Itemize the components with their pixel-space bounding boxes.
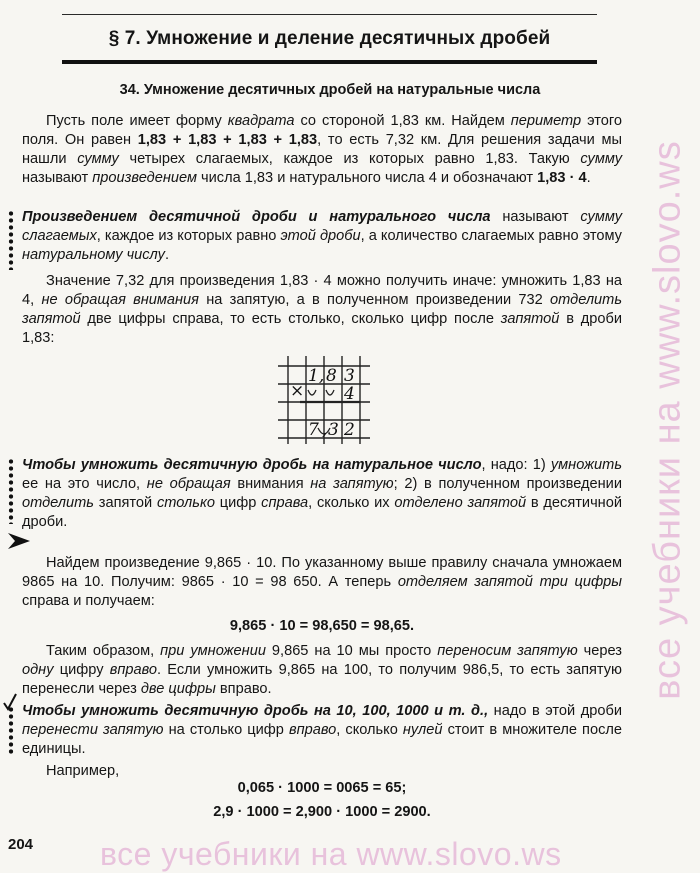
paragraph-intro (22, 112, 622, 188)
text-run: вправо (288, 722, 337, 738)
text-run: периметр (510, 113, 582, 129)
text-run: цифр (214, 495, 262, 511)
grid-times-sign: × (290, 381, 305, 401)
grid-factor-digit: 3 (344, 366, 355, 386)
text-run: называют (22, 170, 93, 186)
text-run: отделяем запятой три цифры (397, 574, 622, 590)
text-run: внимания (230, 476, 311, 492)
definition-block (22, 208, 622, 265)
text-run: , а количество слагаемых равно этому (360, 228, 622, 244)
text-run: натуральному числу (22, 247, 165, 263)
text-run: ее на это число, (22, 476, 147, 492)
text-run: при умножении (160, 643, 266, 659)
text-run: Найдем произведение 9,865 · 10. По указанному выше правилу сначала умножаем 9865 на 10. Получим: 9865 · 10 = 98 650. А теперь (22, 555, 622, 590)
text-run: запятой (500, 311, 560, 327)
text-run: Чтобы умножить десятичную дробь на натуральное число (22, 457, 482, 473)
text-run: отделить (22, 495, 94, 511)
text-run: отделено запятой (394, 495, 527, 511)
paragraph-alternative (22, 272, 622, 348)
grid-product-digit: 2 (344, 420, 355, 440)
dots-rule-1 (8, 458, 14, 524)
grid-multiplier-digit: 4 (344, 384, 355, 404)
text-run: две цифры (140, 681, 216, 697)
text-run: отделить запятой (22, 292, 623, 327)
text-run: вправо (109, 662, 158, 678)
side-watermark (628, 0, 700, 868)
formula-main: 9,865 · 10 = 98,650 = 98,65. (229, 618, 415, 634)
text-run: 9,865 на 10 мы просто (265, 643, 438, 659)
grid-product-digit: 7 (308, 420, 319, 440)
text-run: числа 1,83 и натурального числа 4 и обозначают (196, 170, 538, 186)
paragraph-conclusion (22, 642, 622, 699)
text-run: этой дроби (280, 228, 361, 244)
chapter-underline (62, 60, 597, 64)
text-run: сумму (77, 151, 119, 167)
text-run: не обращая (146, 476, 231, 492)
text-run: 1,83 · 4 (537, 170, 587, 186)
dots-rule-2 (8, 706, 14, 754)
text-run: , надо: 1) (481, 457, 551, 473)
text-run: со стороной 1,83 км. Найдем (294, 113, 511, 129)
text-run: . Если умножить 9,865 на 100, то получим 986,5, то есть запятую перенесли через (22, 662, 622, 697)
text-run: в дроби 1,83: (22, 311, 622, 346)
grid-product-digit: 3 (328, 420, 339, 440)
paragraph-example (22, 554, 622, 611)
section-title: 34. Умножение десятичных дробей на натуральные числа (119, 82, 541, 98)
text-run: в десятичной дроби. (22, 495, 622, 530)
page-number: 204 (8, 836, 34, 853)
formula-example-2: 2,9 · 1000 = 2,900 · 1000 = 2900. (213, 804, 431, 820)
text-run: переносим запятую (437, 643, 578, 659)
text-run: Произведением десятичной дроби и натурального числа (22, 209, 491, 225)
text-run: квадрата (227, 113, 295, 129)
text-run: этого поля. Он равен (22, 113, 623, 148)
text-run: на столько цифр (163, 722, 289, 738)
text-run: , то есть 7,32 км. Для решения задачи мы нашли (22, 132, 622, 167)
chapter-rule (62, 14, 597, 15)
text-run: нулей (402, 722, 443, 738)
text-run: не обращая внимания (41, 292, 199, 308)
grid-product-digit: , (322, 420, 328, 440)
rule-block-1 (22, 456, 622, 532)
text-run: справа и получаем: (22, 593, 155, 609)
multiplication-grid-figure (278, 356, 370, 444)
chapter-title: § 7. Умножение и деление десятичных дробей (108, 28, 551, 49)
text-run: через (577, 643, 622, 659)
text-run: Значение 7,32 для произведения 1,83 · 4 можно получить иначе: умножить 1,83 на 4, (22, 273, 622, 308)
text-run: умножить (550, 457, 622, 473)
text-run: вправо. (215, 681, 272, 697)
text-run: , сколько (336, 722, 403, 738)
text-run: Таким образом, (46, 643, 161, 659)
text-run: четырех слагаемых, каждое из которых равно 1,83. Такую (118, 151, 581, 167)
grid-factor-digit: 1, (308, 366, 325, 386)
text-run: цифру (53, 662, 110, 678)
text-run: . (586, 170, 591, 186)
arrow-marker-icon (6, 530, 32, 552)
text-run: надо в этой дроби (488, 703, 622, 719)
text-run: 1,83 + 1,83 + 1,83 + 1,83 (137, 132, 318, 148)
text-run: две цифры справа, то есть столько, сколько цифр после (80, 311, 501, 327)
text-run: , сколько их (308, 495, 395, 511)
text-run: столько (156, 495, 215, 511)
dots-definition (8, 210, 14, 270)
text-run: перенести запятую (22, 722, 164, 738)
text-run: , каждое из которых равно (96, 228, 281, 244)
text-run: сумму слагаемых (22, 209, 622, 244)
text-run: на запятую (310, 476, 394, 492)
side-watermark-text: все учебники на www.slovo.ws (646, 140, 689, 700)
rule-block-2 (22, 702, 622, 759)
text-run: на запятую, а в полученном произведении 732 (198, 292, 551, 308)
text-run: одну (22, 662, 54, 678)
grid-factor-digit: 8 (326, 366, 337, 386)
bottom-watermark: все учебники на www.slovo.ws (100, 836, 562, 872)
text-run: произведением (92, 170, 197, 186)
text-run: запятой (94, 495, 157, 511)
text-run: справа (261, 495, 309, 511)
text-run: Пусть поле имеет форму (46, 113, 228, 129)
formula-example-1: 0,065 · 1000 = 0065 = 65; (237, 780, 407, 796)
text-run: называют (490, 209, 581, 225)
text-run: сумму (580, 151, 622, 167)
text-run: . (164, 247, 169, 263)
text-run: Чтобы умножить десятичную дробь на 10, 100, 1000 и т. д., (22, 703, 489, 719)
text-run: ; 2) в полученном произведении (393, 476, 622, 492)
text-run: стоит в множителе после единицы. (22, 722, 622, 757)
example-label: Например, (46, 763, 120, 779)
